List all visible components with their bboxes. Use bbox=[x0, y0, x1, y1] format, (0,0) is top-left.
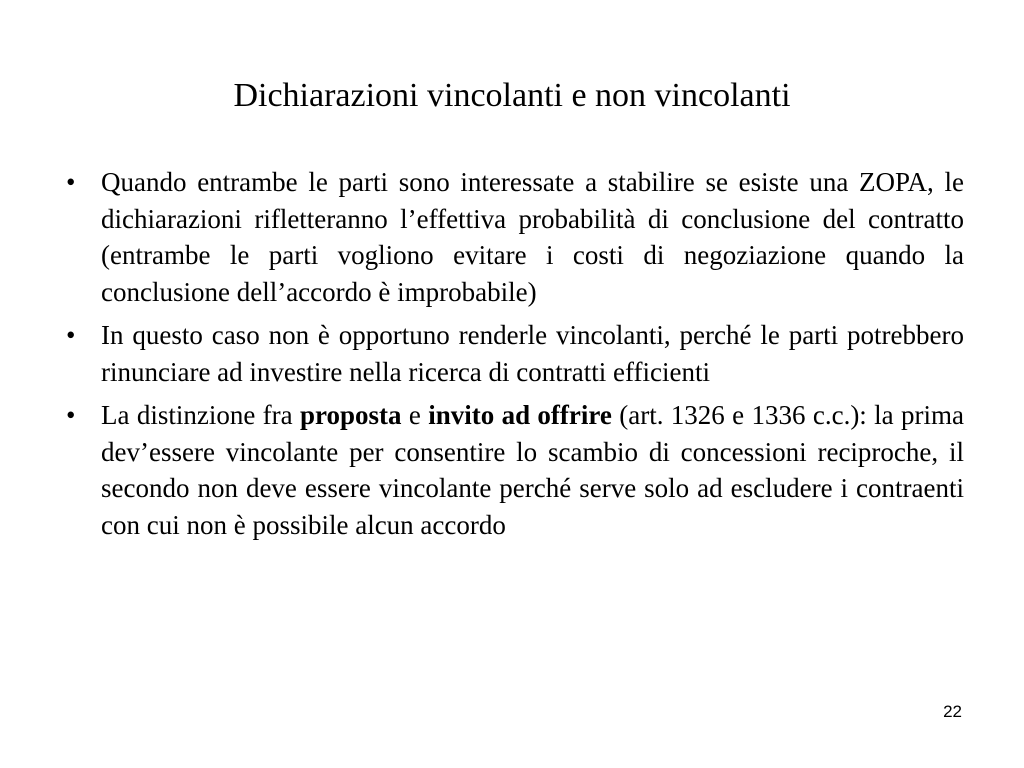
bullet-list bbox=[66, 164, 964, 550]
bullet-text-3 bbox=[101, 400, 964, 540]
term-proposta: proposta bbox=[299, 400, 402, 430]
bullet-item-3 bbox=[66, 397, 964, 543]
bullet-text-2: In questo caso non è opportuno renderle vincolanti, perché le parti potrebbero rinunciare ad investire nella ricerca di contratti efficienti bbox=[101, 320, 964, 387]
bullet-text-1: Quando entrambe le parti sono interessate a stabilire se esiste una ZOPA, le dichiarazioni rifletteranno l’effettiva probabilità di conclusione del contratto (entrambe le parti vogliono evitare i costi di negoziazione quando la conclusione dell’accordo è improbabile) bbox=[101, 167, 964, 307]
bullet-item-1 bbox=[66, 164, 964, 310]
term-invito-ad-offrire: invito ad offrire bbox=[428, 400, 612, 430]
bullet-text-3-part-2: e bbox=[401, 400, 429, 430]
page-number: 22 bbox=[943, 702, 962, 721]
bullet-dot-icon: • bbox=[66, 400, 76, 430]
bullet-item-2 bbox=[66, 317, 964, 390]
bullet-dot-icon: • bbox=[66, 167, 76, 197]
bullet-text-3-part-3: (art. 1326 e 1336 c.c.): la prima dev’essere vincolante per consentire lo scambio di concessioni reciproche, il secondo non deve essere vincolante perché serve solo ad escludere i contraenti con cui non è possibile alcun accordo bbox=[101, 400, 964, 540]
bullet-text-3-part-1: La distinzione fra bbox=[101, 400, 300, 430]
slide-title: Dichiarazioni vincolanti e non vincolanti bbox=[233, 77, 791, 114]
bullet-dot-icon: • bbox=[66, 320, 76, 350]
